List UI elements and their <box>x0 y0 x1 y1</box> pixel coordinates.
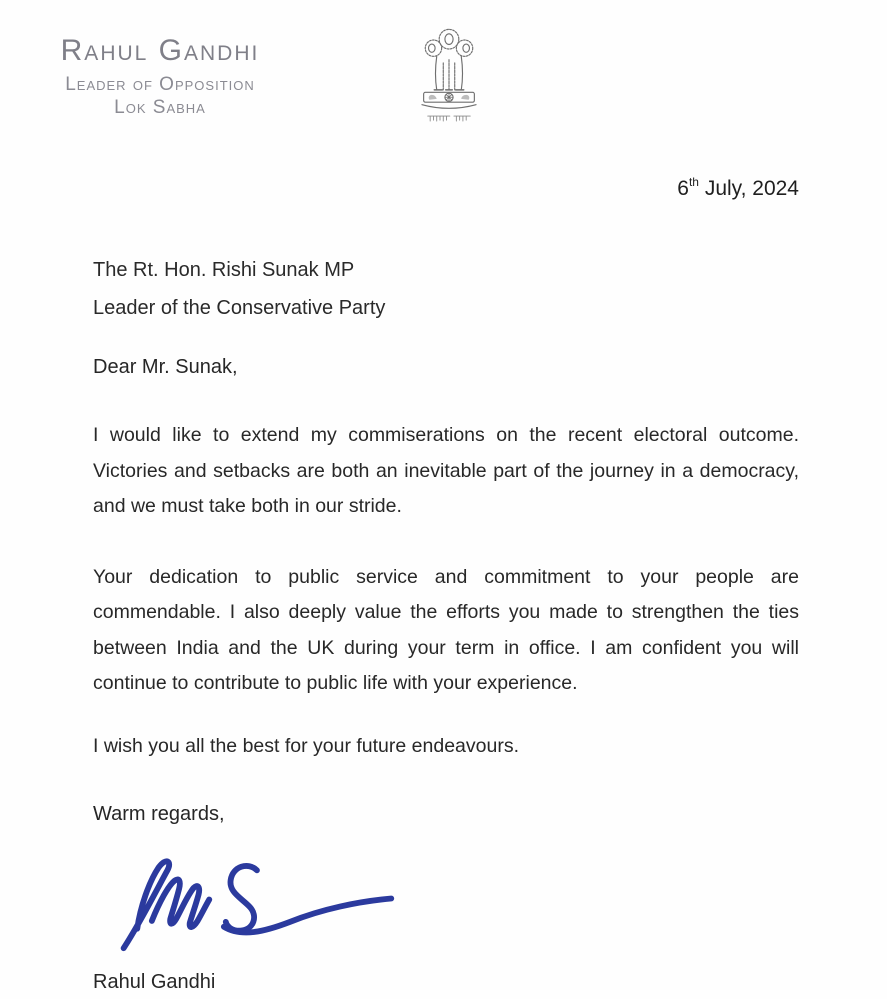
date-day: 6 <box>677 177 689 200</box>
recipient-title: Leader of the Conservative Party <box>93 297 386 319</box>
salutation: Dear Mr. Sunak, <box>93 356 238 378</box>
paragraph-3: I wish you all the best for your future endeavours. <box>93 734 519 757</box>
letterhead-house: Lok Sabha <box>114 97 206 118</box>
recipient-name: The Rt. Hon. Rishi Sunak MP <box>93 259 355 281</box>
typed-signature-name: Rahul Gandhi <box>93 970 216 993</box>
letter-date <box>93 170 799 202</box>
letter-content <box>93 0 799 995</box>
letterhead-name: Rahul Gandhi <box>60 34 260 67</box>
letterhead-role: Leader of Opposition <box>65 74 255 95</box>
paragraph-2: Your dedication to public service and commitment to your people are commendable. I also deeply value the efforts you made to strengthen the ties between India and the UK during your term in office. I am confident you will continue to contribute to public life with your experience. <box>93 565 799 694</box>
recipient-block <box>93 251 799 327</box>
valediction: Warm regards, <box>93 802 225 825</box>
paragraph-1: I would like to extend my commiserations on the recent electoral outcome. Victories and setbacks are both an inevitable part of the journey in a democracy, and we must take both in our stride. <box>93 424 799 517</box>
handwritten-signature <box>109 845 401 954</box>
date-ordinal: th <box>688 175 699 189</box>
date-rest: July, 2024 <box>698 177 799 200</box>
